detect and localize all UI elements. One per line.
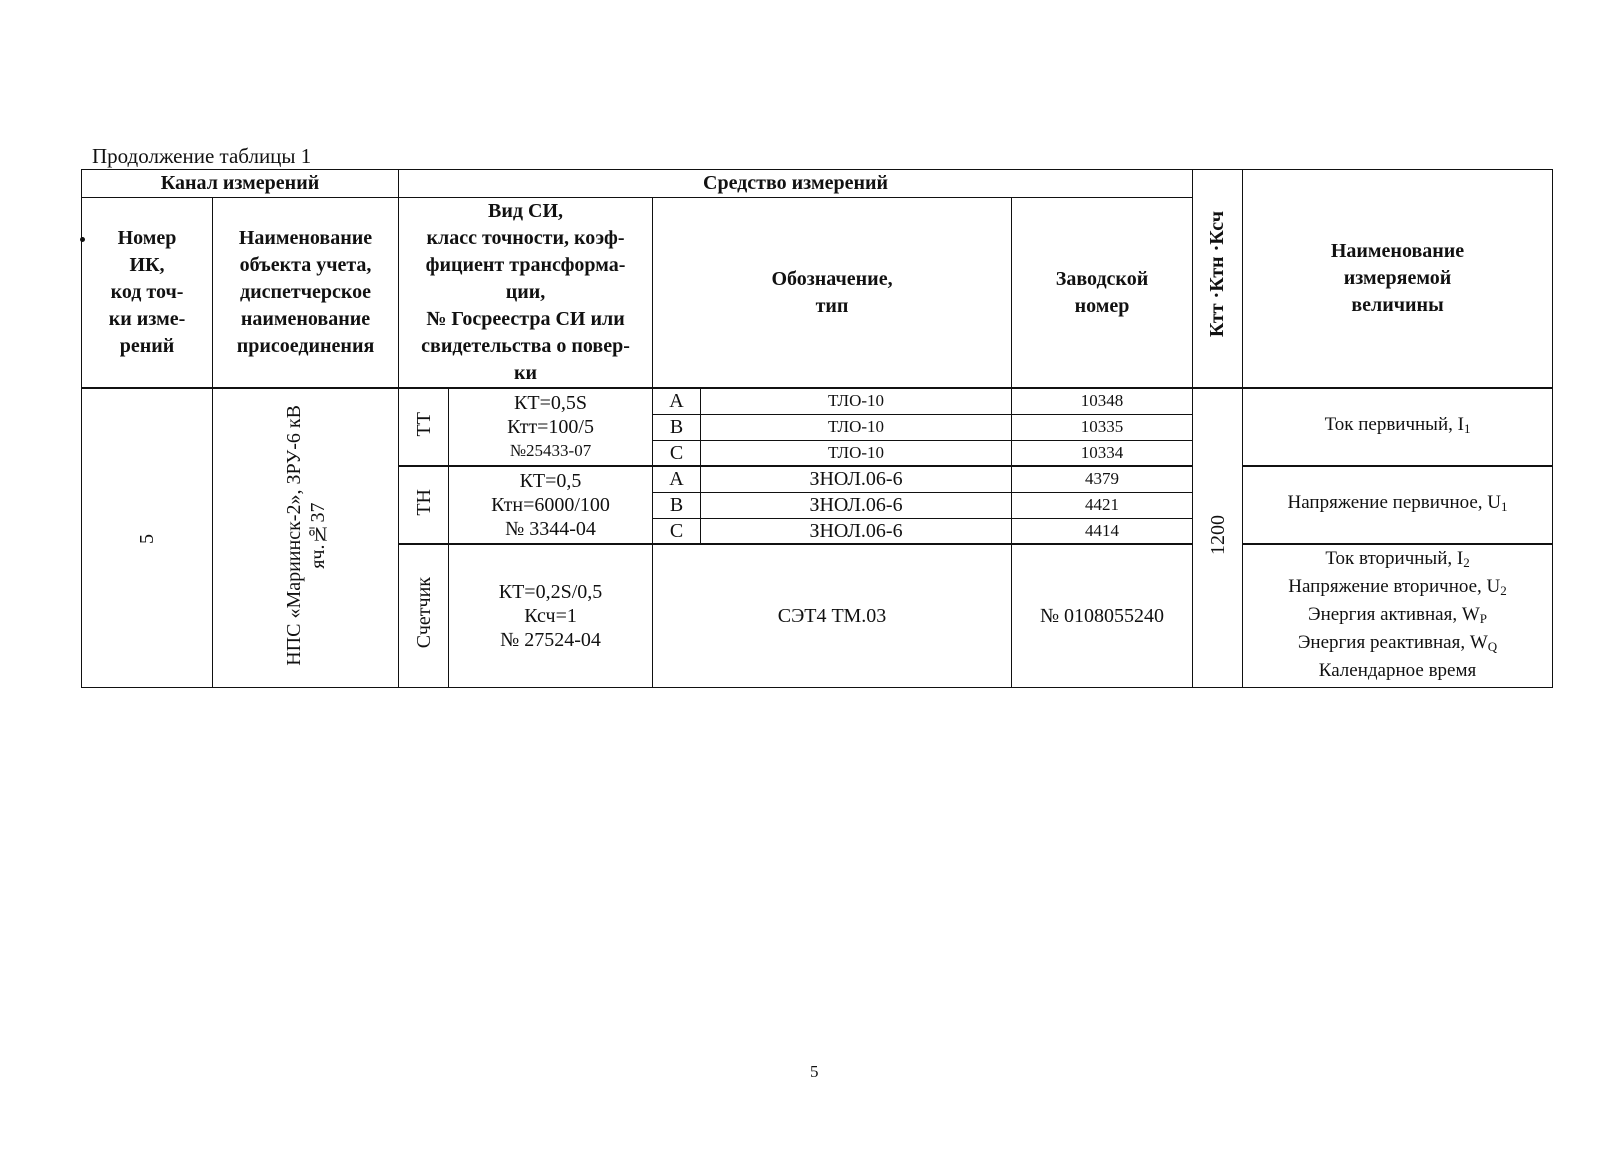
device-serial: 4414 [1012,518,1193,544]
tn-params: КТ=0,5 Ктн=6000/100 № 3344-04 [449,466,653,544]
device-type: ЗНОЛ.06-6 [701,466,1012,492]
quantity-item: Календарное время [1318,660,1477,681]
object-name-value: НПС «Мариинск-2», ЗРУ-6 кВ яч.№37 [213,388,399,688]
table-caption: Продолжение таблицы 1 [92,144,312,168]
quantity-tt: Ток первичный, $I_1$ [1243,388,1553,466]
device-type: ЗНОЛ.06-6 [701,492,1012,518]
header-designation: Обозначение, тип [653,198,1012,389]
meter-serial: № 0108055240 [1012,544,1193,688]
meter-type: СЭТ4 ТМ.03 [653,544,1012,688]
device-type: ТЛО-10 [701,414,1012,440]
phase-label: A [653,388,701,414]
device-serial: 10334 [1012,440,1193,466]
device-type: ТЛО-10 [701,388,1012,414]
header-serial: Заводской номер [1012,198,1193,389]
device-serial: 10335 [1012,414,1193,440]
phase-label: C [653,440,701,466]
device-type: ТЛО-10 [701,440,1012,466]
phase-label: B [653,492,701,518]
quantity-item: Энергия реактивная, $W_Q$ [1297,632,1498,654]
phase-label: C [653,518,701,544]
quantity-item: Ток вторичный, $I_2$ [1325,548,1470,570]
header-channel: Канал измерений [82,170,399,198]
quantity-item: Напряжение вторичное, $U_2$ [1288,576,1507,598]
quantity-item: Энергия активная, $W_P$ [1308,604,1487,626]
quantity-tn: Напряжение первичное, $U_1$ [1243,466,1553,544]
group-kind-tt: ТТ [399,388,449,466]
device-serial: 4379 [1012,466,1193,492]
header-ik-number: Номер ИК, код точ- ки изме- рений [82,198,213,389]
coefficient-value: 1200 [1193,388,1243,688]
device-serial: 10348 [1012,388,1193,414]
header-si-type: Вид СИ, класс точности, коэф- фициент трансформа- ции, № Госреестра СИ или свидетельства о повер- ки [399,198,653,389]
phase-label: A [653,466,701,492]
header-coefficient: Ктт ·Ктн ·Ксч [1193,170,1243,389]
header-object-name: Наименование объекта учета, диспетчерское наименование присоединения [213,198,399,389]
meter-quantities [1243,544,1553,688]
measurement-table [81,169,1553,688]
meter-params: КТ=0,2S/0,5 Ксч=1 № 27524-04 [449,544,653,688]
group-kind-meter: Счетчик [399,544,449,688]
header-instrument: Средство измерений [399,170,1193,198]
device-serial: 4421 [1012,492,1193,518]
header-quantity-name: Наименование измеряемой величины [1243,170,1553,389]
device-type: ЗНОЛ.06-6 [701,518,1012,544]
phase-label: B [653,414,701,440]
ik-number-value: 5 [82,388,213,688]
group-kind-tn: ТН [399,466,449,544]
page-number: 5 [810,1062,819,1081]
tt-params: КТ=0,5S Ктт=100/5 №25433-07 [449,388,653,466]
